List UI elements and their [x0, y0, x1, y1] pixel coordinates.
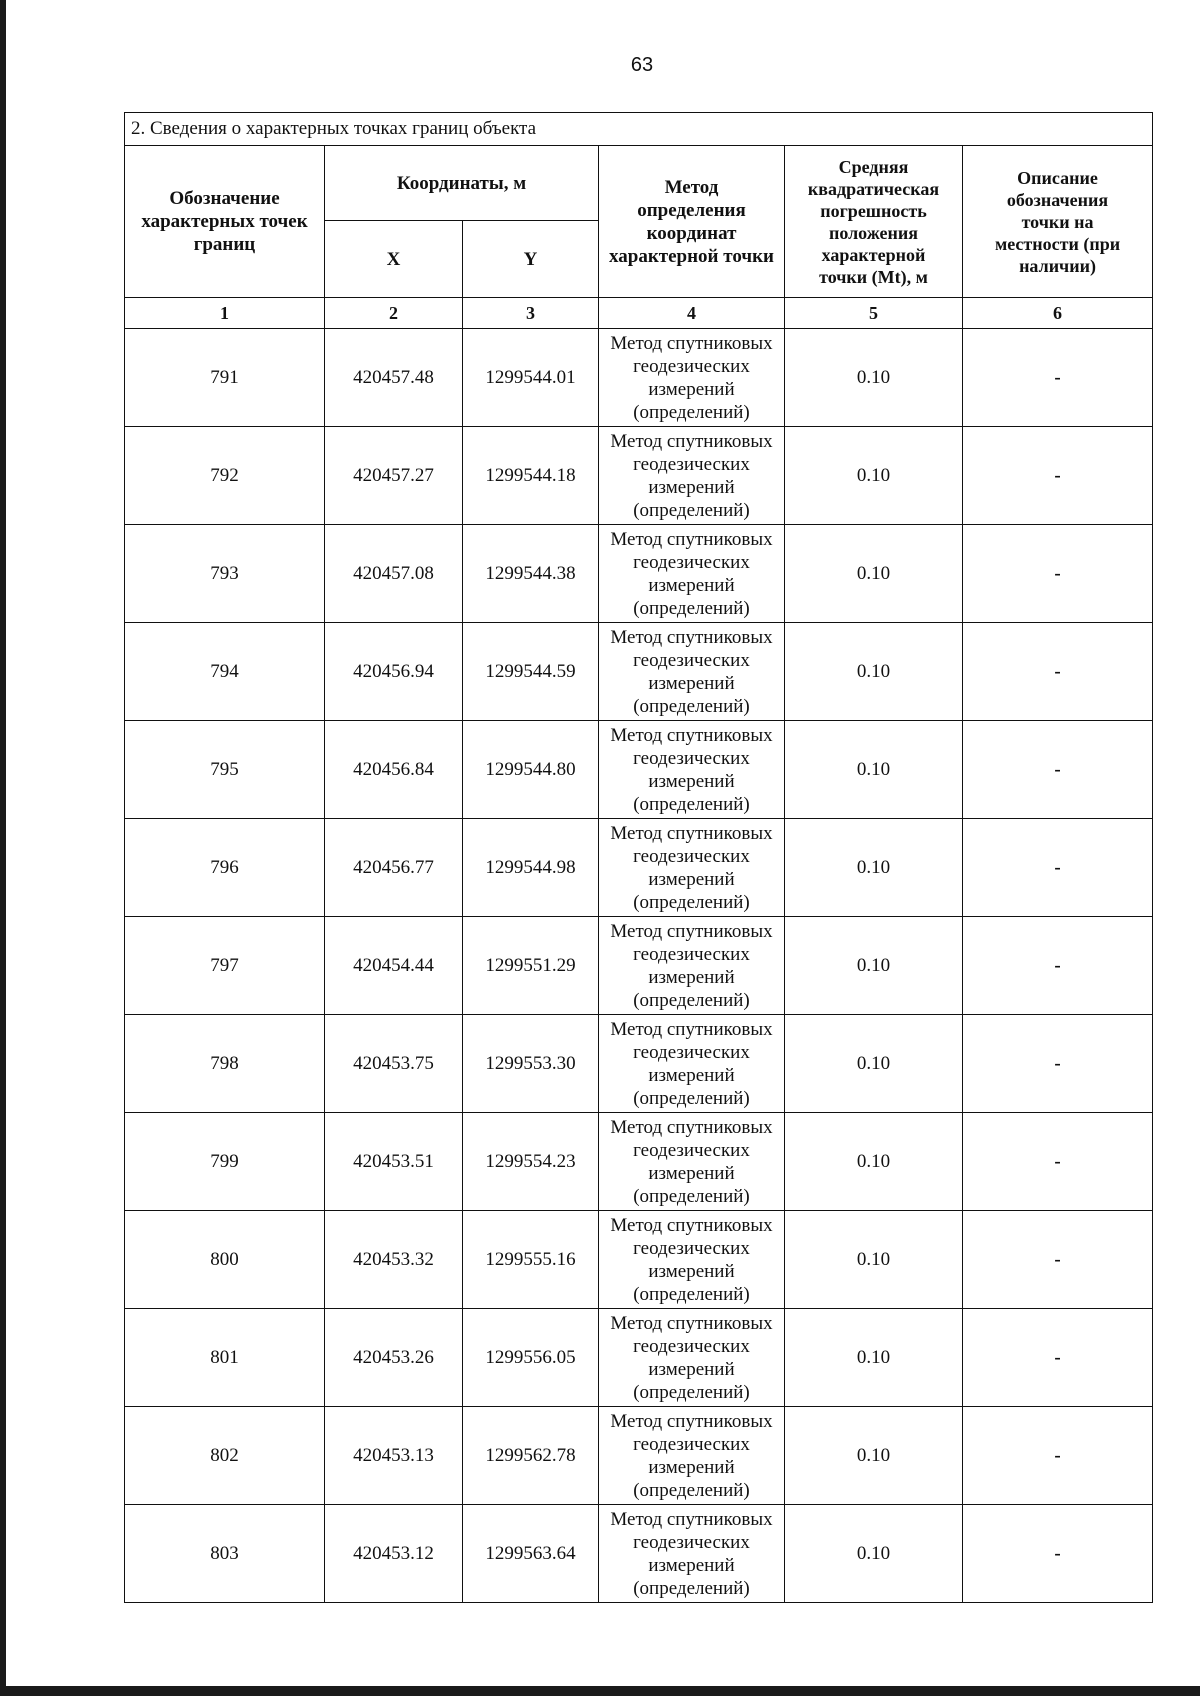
method-line: измерений	[648, 672, 735, 694]
point-cell: 795	[125, 721, 325, 819]
column-number: 1	[125, 298, 325, 329]
x-coordinate-cell: 420456.84	[325, 721, 463, 819]
column-number: 2	[325, 298, 463, 329]
method-line: измерений	[648, 1358, 735, 1380]
method-line: Метод спутниковых	[610, 822, 773, 844]
method-line: геодезических	[633, 1237, 750, 1259]
method-line: (определений)	[633, 695, 750, 717]
x-coordinate-cell: 420453.26	[325, 1309, 463, 1407]
method-cell	[599, 1407, 785, 1505]
method-line: (определений)	[633, 989, 750, 1011]
method-line: Метод спутниковых	[610, 1410, 773, 1432]
method-line: измерений	[648, 1162, 735, 1184]
method-line: Метод спутниковых	[610, 1018, 773, 1040]
header-designation-line: характерных точек	[141, 211, 308, 232]
y-coordinate-cell: 1299544.59	[463, 623, 599, 721]
point-cell: 799	[125, 1113, 325, 1211]
description-cell: -	[963, 1505, 1153, 1603]
y-coordinate-cell: 1299551.29	[463, 917, 599, 1015]
header-error-line: квадратическая	[807, 178, 940, 199]
x-coordinate-cell: 420457.27	[325, 427, 463, 525]
mt-error-cell: 0.10	[785, 623, 963, 721]
header-error	[785, 146, 963, 298]
method-line: измерений	[648, 868, 735, 890]
mt-error-cell: 0.10	[785, 1211, 963, 1309]
header-coordinates: Координаты, м	[325, 146, 599, 221]
table-row	[125, 1505, 1153, 1603]
x-coordinate-cell: 420457.48	[325, 329, 463, 427]
y-coordinate-cell: 1299544.98	[463, 819, 599, 917]
method-line: измерений	[648, 574, 735, 596]
method-cell	[599, 1211, 785, 1309]
method-line: (определений)	[633, 1479, 750, 1501]
method-line: Метод спутниковых	[610, 920, 773, 942]
description-cell: -	[963, 427, 1153, 525]
table-row	[125, 1113, 1153, 1211]
x-coordinate-cell: 420456.77	[325, 819, 463, 917]
method-line: (определений)	[633, 1283, 750, 1305]
header-error-line: точки (Mt), м	[819, 266, 928, 287]
method-line: (определений)	[633, 1577, 750, 1599]
description-cell: -	[963, 1113, 1153, 1211]
point-cell: 794	[125, 623, 325, 721]
mt-error-cell: 0.10	[785, 329, 963, 427]
mt-error-cell: 0.10	[785, 1309, 963, 1407]
table-row	[125, 721, 1153, 819]
method-cell	[599, 1309, 785, 1407]
point-cell: 791	[125, 329, 325, 427]
point-cell: 792	[125, 427, 325, 525]
table-row	[125, 917, 1153, 1015]
header-method-line: определения	[637, 199, 746, 221]
method-line: геодезических	[633, 1041, 750, 1063]
x-coordinate-cell: 420453.32	[325, 1211, 463, 1309]
header-description-line: Описание	[1017, 167, 1098, 188]
header-description	[963, 146, 1153, 298]
method-line: геодезических	[633, 355, 750, 377]
method-line: геодезических	[633, 551, 750, 573]
mt-error-cell: 0.10	[785, 917, 963, 1015]
method-line: (определений)	[633, 401, 750, 423]
table-row	[125, 623, 1153, 721]
mt-error-cell: 0.10	[785, 721, 963, 819]
method-line: (определений)	[633, 1381, 750, 1403]
method-line: (определений)	[633, 1087, 750, 1109]
x-coordinate-cell: 420454.44	[325, 917, 463, 1015]
method-cell	[599, 917, 785, 1015]
boundary-points-table	[124, 112, 1153, 1603]
mt-error-cell: 0.10	[785, 427, 963, 525]
point-cell: 798	[125, 1015, 325, 1113]
y-coordinate-cell: 1299562.78	[463, 1407, 599, 1505]
method-line: (определений)	[633, 597, 750, 619]
page-number: 63	[630, 54, 654, 76]
method-line: Метод спутниковых	[610, 724, 773, 746]
column-number: 5	[785, 298, 963, 329]
method-line: Метод спутниковых	[610, 626, 773, 648]
method-cell	[599, 623, 785, 721]
method-line: (определений)	[633, 891, 750, 913]
header-method	[599, 146, 785, 298]
point-cell: 801	[125, 1309, 325, 1407]
method-line: геодезических	[633, 1531, 750, 1553]
method-cell	[599, 819, 785, 917]
description-cell: -	[963, 819, 1153, 917]
y-coordinate-cell: 1299563.64	[463, 1505, 599, 1603]
description-cell: -	[963, 623, 1153, 721]
header-method-line: характерной точки	[609, 245, 774, 267]
column-number: 4	[599, 298, 785, 329]
method-line: Метод спутниковых	[610, 1116, 773, 1138]
header-designation	[125, 146, 325, 298]
method-cell	[599, 1015, 785, 1113]
x-coordinate-cell: 420453.13	[325, 1407, 463, 1505]
method-line: Метод спутниковых	[610, 1508, 773, 1530]
method-cell	[599, 1505, 785, 1603]
table-row	[125, 819, 1153, 917]
y-coordinate-cell: 1299554.23	[463, 1113, 599, 1211]
header-method-line: координат	[646, 222, 737, 244]
description-cell: -	[963, 917, 1153, 1015]
method-line: геодезических	[633, 453, 750, 475]
description-cell: -	[963, 329, 1153, 427]
method-line: (определений)	[633, 1185, 750, 1207]
point-cell: 793	[125, 525, 325, 623]
mt-error-cell: 0.10	[785, 1015, 963, 1113]
method-line: Метод спутниковых	[610, 332, 773, 354]
method-line: геодезических	[633, 943, 750, 965]
table-row	[125, 1015, 1153, 1113]
table-body	[125, 329, 1153, 1603]
column-number: 3	[463, 298, 599, 329]
method-cell	[599, 329, 785, 427]
description-cell: -	[963, 1211, 1153, 1309]
table-row	[125, 427, 1153, 525]
table-row	[125, 329, 1153, 427]
method-line: геодезических	[633, 1139, 750, 1161]
header-error-line: положения	[828, 222, 919, 243]
header-description-line: обозначения	[1006, 189, 1109, 210]
mt-error-cell: 0.10	[785, 819, 963, 917]
header-method-line: Метод	[664, 176, 719, 198]
point-cell: 797	[125, 917, 325, 1015]
method-line: Метод спутниковых	[610, 430, 773, 452]
method-cell	[599, 525, 785, 623]
header-description-line: местности (при	[994, 233, 1121, 254]
x-coordinate-cell: 420456.94	[325, 623, 463, 721]
method-line: геодезических	[633, 845, 750, 867]
method-line: (определений)	[633, 499, 750, 521]
mt-error-cell: 0.10	[785, 525, 963, 623]
x-coordinate-cell: 420453.51	[325, 1113, 463, 1211]
method-line: измерений	[648, 770, 735, 792]
x-coordinate-cell: 420453.12	[325, 1505, 463, 1603]
method-line: измерений	[648, 1456, 735, 1478]
method-line: измерений	[648, 1260, 735, 1282]
mt-error-cell: 0.10	[785, 1505, 963, 1603]
method-line: геодезических	[633, 747, 750, 769]
y-coordinate-cell: 1299556.05	[463, 1309, 599, 1407]
description-cell: -	[963, 1015, 1153, 1113]
point-cell: 800	[125, 1211, 325, 1309]
y-coordinate-cell: 1299544.38	[463, 525, 599, 623]
method-line: геодезических	[633, 1433, 750, 1455]
method-line: измерений	[648, 1064, 735, 1086]
mt-error-cell: 0.10	[785, 1407, 963, 1505]
header-description-line: точки на	[1021, 211, 1094, 232]
description-cell: -	[963, 1407, 1153, 1505]
method-line: измерений	[648, 966, 735, 988]
header-error-line: погрешность	[820, 200, 927, 221]
header-designation-line: границ	[193, 234, 256, 255]
x-coordinate-cell: 420453.75	[325, 1015, 463, 1113]
method-cell	[599, 427, 785, 525]
y-coordinate-cell: 1299555.16	[463, 1211, 599, 1309]
x-coordinate-cell: 420457.08	[325, 525, 463, 623]
description-cell: -	[963, 1309, 1153, 1407]
table-row	[125, 1309, 1153, 1407]
header-x: X	[325, 221, 463, 298]
method-line: измерений	[648, 476, 735, 498]
description-cell: -	[963, 721, 1153, 819]
y-coordinate-cell: 1299553.30	[463, 1015, 599, 1113]
column-number: 6	[963, 298, 1153, 329]
y-coordinate-cell: 1299544.01	[463, 329, 599, 427]
y-coordinate-cell: 1299544.80	[463, 721, 599, 819]
header-y: Y	[463, 221, 599, 298]
section-title: 2. Сведения о характерных точках границ объекта	[125, 113, 1153, 146]
y-coordinate-cell: 1299544.18	[463, 427, 599, 525]
method-cell	[599, 1113, 785, 1211]
point-cell: 796	[125, 819, 325, 917]
method-line: Метод спутниковых	[610, 1312, 773, 1334]
header-description-line: наличии)	[1019, 255, 1096, 276]
method-line: Метод спутниковых	[610, 528, 773, 550]
table-row	[125, 525, 1153, 623]
method-line: измерений	[648, 378, 735, 400]
method-line: (определений)	[633, 793, 750, 815]
header-designation-line: Обозначение	[169, 188, 280, 209]
point-cell: 803	[125, 1505, 325, 1603]
method-line: Метод спутниковых	[610, 1214, 773, 1236]
method-line: геодезических	[633, 649, 750, 671]
method-line: измерений	[648, 1554, 735, 1576]
point-cell: 802	[125, 1407, 325, 1505]
header-error-line: Средняя	[838, 156, 909, 177]
method-cell	[599, 721, 785, 819]
table-row	[125, 1407, 1153, 1505]
mt-error-cell: 0.10	[785, 1113, 963, 1211]
method-line: геодезических	[633, 1335, 750, 1357]
table-row	[125, 1211, 1153, 1309]
header-error-line: характерной	[821, 244, 926, 265]
description-cell: -	[963, 525, 1153, 623]
